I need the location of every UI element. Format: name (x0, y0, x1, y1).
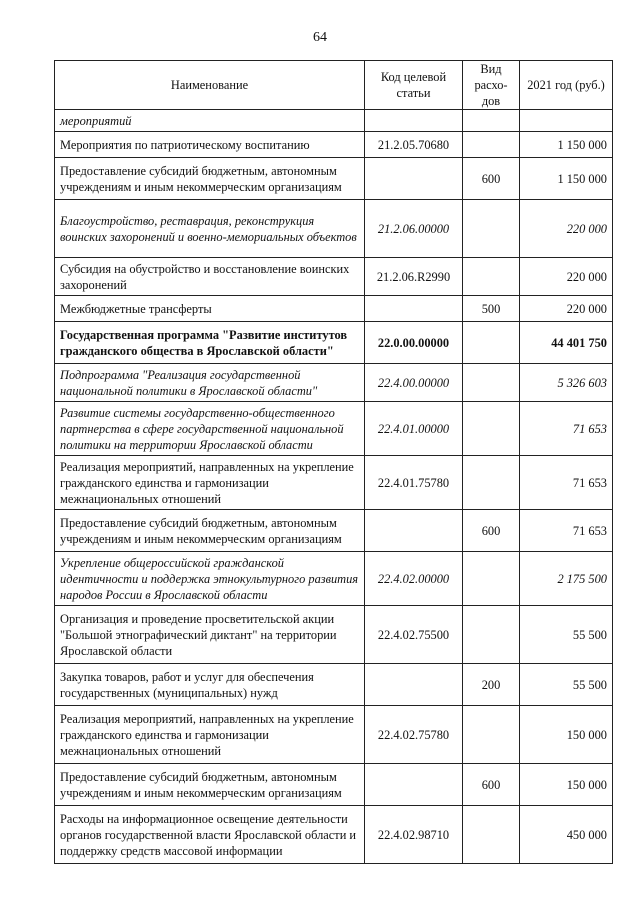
cell-amount: 2 175 500 (520, 552, 613, 606)
cell-amount: 220 000 (520, 200, 613, 258)
table-row (55, 296, 613, 322)
cell-name: Предоставление субсидий бюджетным, автономным учреждениям и иным некоммерческим организациям (55, 764, 365, 806)
cell-name: Государственная программа "Развитие институтов гражданского общества в Ярославской области" (55, 322, 365, 364)
cell-code: 22.4.02.98710 (365, 806, 463, 864)
cell-amount: 150 000 (520, 706, 613, 764)
cell-amount: 1 150 000 (520, 132, 613, 158)
cell-amount: 220 000 (520, 296, 613, 322)
cell-amount: 55 500 (520, 606, 613, 664)
table-row (55, 606, 613, 664)
cell-code: 21.2.06.00000 (365, 200, 463, 258)
cell-name: Подпрограмма "Реализация государственной национальной политики в Ярославской области" (55, 364, 365, 402)
table-row (55, 764, 613, 806)
cell-name: Реализация мероприятий, направленных на укрепление гражданского единства и гармонизации межнациональных отношений (55, 456, 365, 510)
table-row (55, 364, 613, 402)
table-row (55, 706, 613, 764)
cell-kind (463, 402, 520, 456)
table-row (55, 456, 613, 510)
header-kind: Вид расхо-дов (463, 61, 520, 110)
table-row (55, 322, 613, 364)
table-body (55, 110, 613, 864)
cell-code: 22.4.02.00000 (365, 552, 463, 606)
cell-amount (520, 110, 613, 132)
cell-code (365, 664, 463, 706)
cell-amount: 5 326 603 (520, 364, 613, 402)
cell-amount: 71 653 (520, 456, 613, 510)
cell-kind: 600 (463, 158, 520, 200)
header-name: Наименование (55, 61, 365, 110)
table-row (55, 200, 613, 258)
cell-name: Реализация мероприятий, направленных на укрепление гражданского единства и гармонизации межнациональных отношений (55, 706, 365, 764)
cell-kind (463, 806, 520, 864)
table-row (55, 806, 613, 864)
cell-kind (463, 706, 520, 764)
cell-amount: 150 000 (520, 764, 613, 806)
cell-code: 22.4.01.00000 (365, 402, 463, 456)
table-row (55, 132, 613, 158)
header-code: Код целевой статьи (365, 61, 463, 110)
cell-name: Предоставление субсидий бюджетным, автономным учреждениям и иным некоммерческим организациям (55, 158, 365, 200)
cell-name: Закупка товаров, работ и услуг для обеспечения государственных (муниципальных) нужд (55, 664, 365, 706)
cell-kind (463, 606, 520, 664)
budget-table (54, 60, 613, 864)
cell-code: 22.4.01.75780 (365, 456, 463, 510)
cell-kind (463, 132, 520, 158)
cell-kind (463, 456, 520, 510)
cell-kind (463, 200, 520, 258)
cell-name: Предоставление субсидий бюджетным, автономным учреждениям и иным некоммерческим организациям (55, 510, 365, 552)
table-row (55, 510, 613, 552)
cell-kind: 600 (463, 764, 520, 806)
cell-code (365, 510, 463, 552)
cell-kind (463, 552, 520, 606)
cell-code (365, 764, 463, 806)
cell-code: 22.4.00.00000 (365, 364, 463, 402)
table-row (55, 258, 613, 296)
cell-name: Межбюджетные трансферты (55, 296, 365, 322)
cell-amount: 71 653 (520, 402, 613, 456)
cell-name: Развитие системы государственно-общественного партнерства в сфере государственной национальной политики на территории Ярославской области (55, 402, 365, 456)
header-amount: 2021 год (руб.) (520, 61, 613, 110)
cell-kind: 200 (463, 664, 520, 706)
cell-kind (463, 258, 520, 296)
cell-amount: 450 000 (520, 806, 613, 864)
cell-code: 22.0.00.00000 (365, 322, 463, 364)
cell-amount: 1 150 000 (520, 158, 613, 200)
cell-kind: 600 (463, 510, 520, 552)
cell-code: 21.2.05.70680 (365, 132, 463, 158)
cell-name: Субсидия на обустройство и восстановление воинских захоронений (55, 258, 365, 296)
table-row (55, 158, 613, 200)
table-row (55, 552, 613, 606)
cell-kind (463, 364, 520, 402)
cell-amount: 71 653 (520, 510, 613, 552)
cell-amount: 55 500 (520, 664, 613, 706)
cell-kind: 500 (463, 296, 520, 322)
cell-code: 21.2.06.R2990 (365, 258, 463, 296)
cell-name: Мероприятия по патриотическому воспитанию (55, 132, 365, 158)
cell-code (365, 158, 463, 200)
cell-amount: 220 000 (520, 258, 613, 296)
table-row (55, 402, 613, 456)
cell-code: 22.4.02.75500 (365, 606, 463, 664)
cell-kind (463, 110, 520, 132)
cell-code (365, 110, 463, 132)
cell-name: Расходы на информационное освещение деятельности органов государственной власти Ярославской области и поддержку средств массовой информации (55, 806, 365, 864)
cell-name: мероприятий (55, 110, 365, 132)
table-row (55, 664, 613, 706)
cell-code (365, 296, 463, 322)
cell-amount: 44 401 750 (520, 322, 613, 364)
page-number: 64 (313, 30, 327, 45)
table-header-row (55, 61, 613, 110)
cell-kind (463, 322, 520, 364)
cell-name: Благоустройство, реставрация, реконструкция воинских захоронений и военно-мемориальных объектов (55, 200, 365, 258)
cell-code: 22.4.02.75780 (365, 706, 463, 764)
cell-name: Организация и проведение просветительской акции "Большой этнографический диктант" на территории Ярославской области (55, 606, 365, 664)
cell-name: Укрепление общероссийской гражданской идентичности и поддержка этнокультурного развития народов России в Ярославской области (55, 552, 365, 606)
table-row (55, 110, 613, 132)
